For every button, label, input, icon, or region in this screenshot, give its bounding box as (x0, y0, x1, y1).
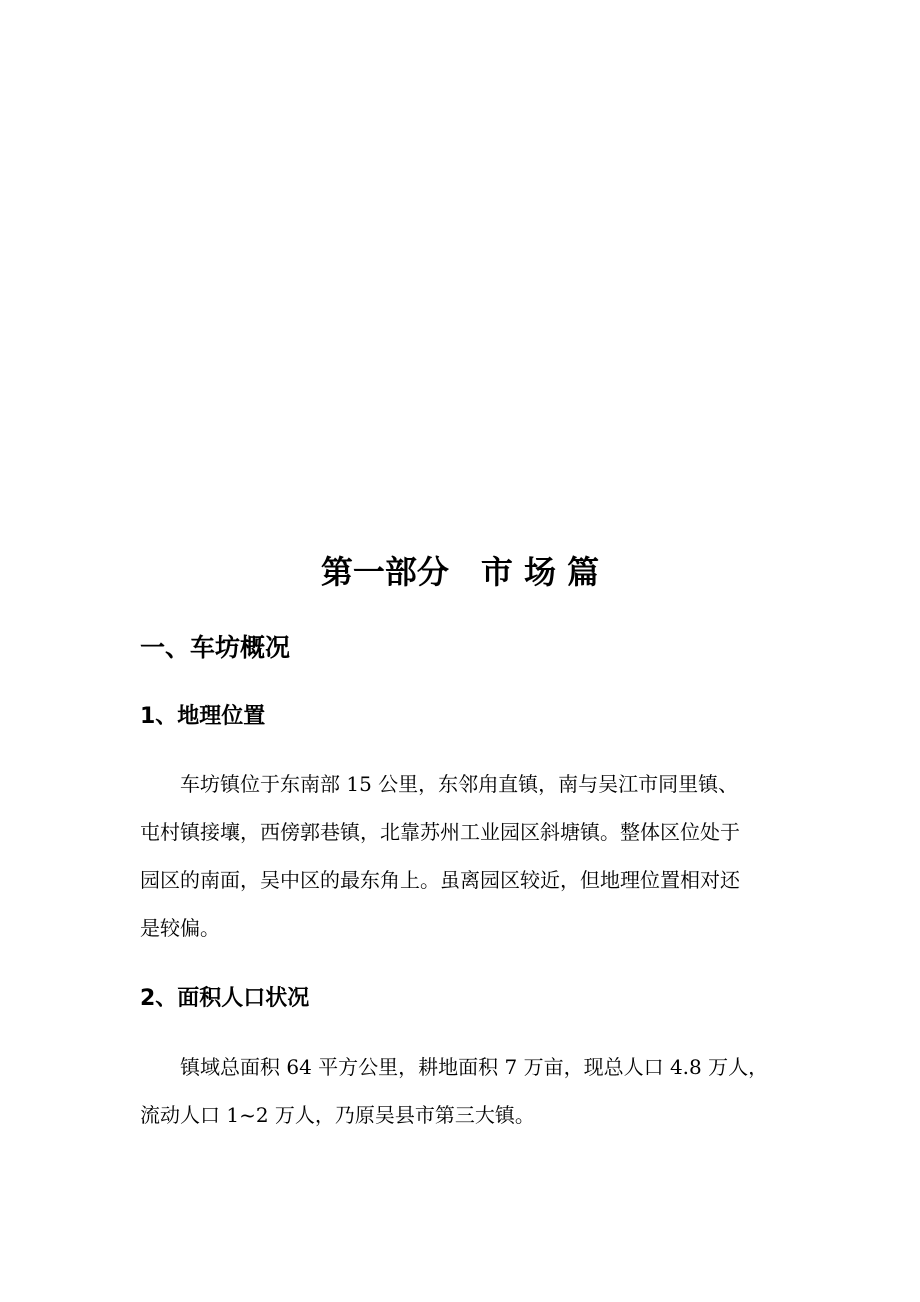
paragraph-location (140, 760, 800, 952)
paragraph-line: 园区的南面，吴中区的最东角上。虽离园区较近，但地理位置相对还 (140, 868, 740, 892)
paragraph-line: 屯村镇接壤，西傍郭巷镇，北靠苏州工业园区斜塘镇。整体区位处于 (140, 820, 740, 844)
paragraph-area-population (140, 1043, 800, 1139)
paragraph-line: 是较偏。 (140, 916, 220, 940)
page-title: 第一部分 市 场 篇 (320, 553, 600, 591)
paragraph-line: 流动人口 1~2 万人，乃原吴县市第三大镇。 (140, 1103, 535, 1127)
subsection-heading-area-population: 2、面积人口状况 (140, 986, 310, 1011)
section-heading: 一、车坊概况 (140, 633, 291, 662)
paragraph-line: 车坊镇位于东南部 15 公里，东邻甪直镇，南与吴江市同里镇、 (180, 772, 739, 796)
subsection-heading-location: 1、地理位置 (140, 704, 266, 729)
paragraph-line: 镇域总面积 64 平方公里，耕地面积 7 万亩，现总人口 4.8 万人， (180, 1055, 769, 1079)
